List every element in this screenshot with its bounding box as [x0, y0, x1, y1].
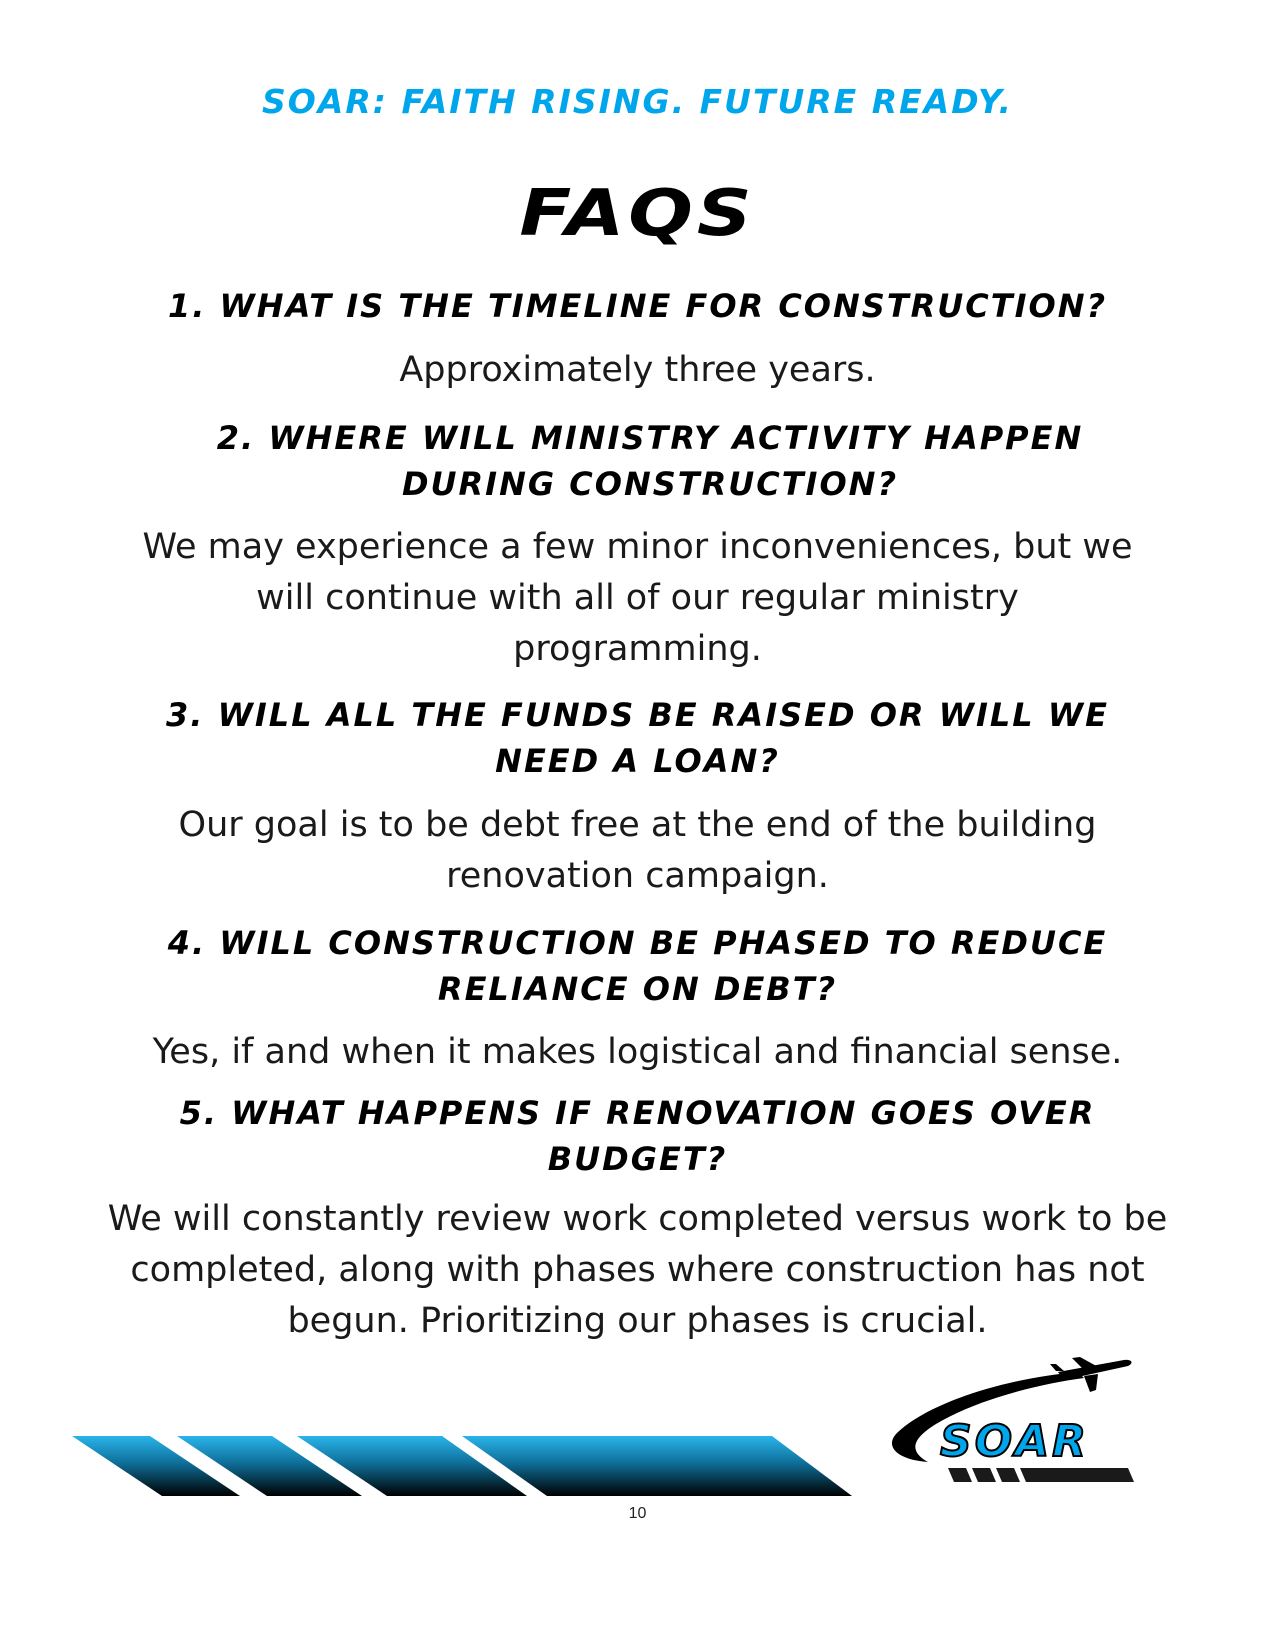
faq-answer-5-line-1: We will constantly review work completed versus work to be: [107, 1199, 1168, 1239]
faq-question-5-line-2: BUDGET?: [547, 1140, 728, 1178]
faq-question-4: [100, 920, 1175, 1012]
faq-answer-2-line-2: will continue with all of our regular ministry: [256, 578, 1019, 618]
faq-answer-4: [80, 1027, 1195, 1078]
faq-answer-5-line-3: begun. Prioritizing our phases is crucial.: [287, 1301, 988, 1341]
faq-question-4-line-1: 4. WILL CONSTRUCTION BE PHASED TO REDUCE: [167, 924, 1108, 962]
stripe-4: [462, 1436, 852, 1496]
faq-question-2: [150, 415, 1150, 507]
faq-answer-2-line-3: programming.: [513, 629, 762, 669]
logo-wordmark: SOAR: [940, 1416, 1090, 1467]
faq-question-2-line-2: DURING CONSTRUCTION?: [401, 465, 898, 503]
faq-question-1-line-1: 1. WHAT IS THE TIMELINE FOR CONSTRUCTION?: [167, 287, 1108, 325]
faq-question-2-line-1: 2. WHERE WILL MINISTRY ACTIVITY HAPPEN: [216, 419, 1084, 457]
faq-answer-1: [80, 345, 1195, 396]
faq-question-4-line-2: RELIANCE ON DEBT?: [437, 970, 838, 1008]
faq-answer-2-line-1: We may experience a few minor inconveniences, but we: [142, 527, 1133, 567]
faq-question-5-line-1: 5. WHAT HAPPENS IF RENOVATION GOES OVER: [179, 1094, 1096, 1132]
faq-answer-1-line-1: Approximately three years.: [399, 350, 876, 390]
faq-answer-5: [80, 1194, 1195, 1347]
faq-question-5: [100, 1090, 1175, 1182]
faq-answer-4-line-1: Yes, if and when it makes logistical and financial sense.: [152, 1032, 1123, 1072]
faq-answer-3-line-1: Our goal is to be debt free at the end of the building: [178, 805, 1097, 845]
soar-logo: [888, 1352, 1138, 1492]
campaign-tagline: SOAR: FAITH RISING. FUTURE READY.: [261, 82, 1014, 121]
faq-question-1: [100, 283, 1175, 329]
faq-question-3-line-1: 3. WILL ALL THE FUNDS BE RAISED OR WILL WE: [166, 696, 1109, 734]
page-number: 10: [628, 1505, 647, 1522]
faq-answer-5-line-2: completed, along with phases where construction has not: [130, 1250, 1145, 1290]
faq-question-3-line-2: NEED A LOAN?: [495, 742, 780, 780]
faq-answer-3-line-2: renovation campaign.: [446, 856, 829, 896]
decorative-stripes: [72, 1434, 852, 1498]
faq-question-3: [100, 692, 1175, 784]
faq-answer-3: [80, 800, 1195, 902]
faq-answer-2: [80, 522, 1195, 675]
page-title: FAQS: [519, 174, 756, 251]
